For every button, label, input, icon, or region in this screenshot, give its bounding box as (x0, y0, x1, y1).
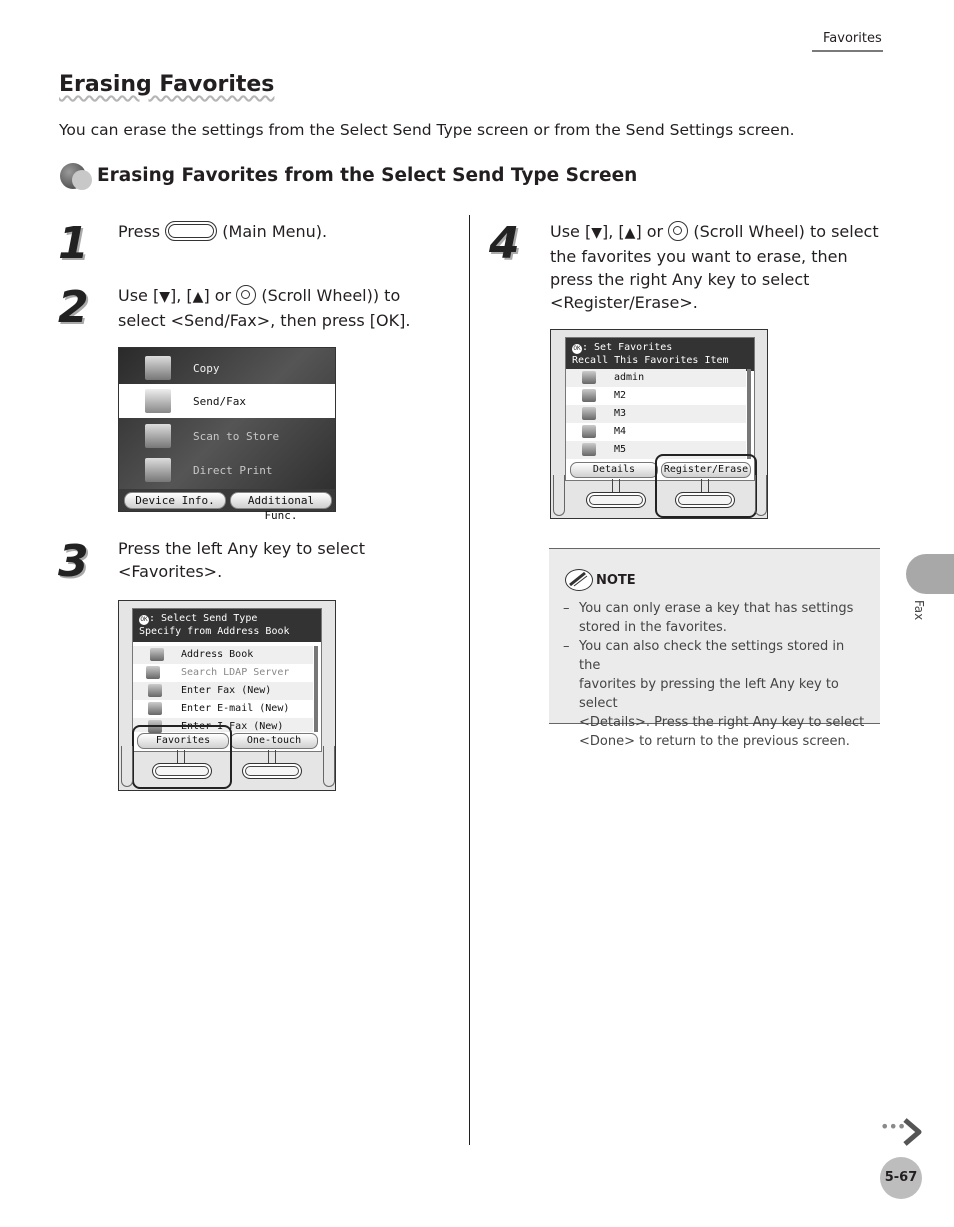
step-2-line-1: Use [▼], [▲] or (Scroll Wheel)) to (118, 286, 401, 305)
set-favorites-header: OK: Set Favorites Recall This Favorites Item (566, 338, 754, 371)
scrollbar (314, 646, 318, 732)
chapter-tab (906, 554, 954, 594)
usb-memory-icon (145, 458, 171, 482)
set-favorites-screenshot (550, 329, 768, 519)
one-touch-softkey: One-touch (230, 733, 318, 749)
step-number-3: 3 (58, 536, 89, 587)
favorite-key-icon (582, 443, 596, 456)
set-favorites-subheader: Recall This Favorites Item (572, 355, 729, 366)
menu-item-direct-print: Direct Print (119, 453, 335, 487)
favorite-row-m3: M3 (566, 405, 746, 423)
menu-item-scan-to-store: Scan to Store (119, 419, 335, 453)
favorite-row-m5: M5 (566, 441, 746, 459)
page-title: Erasing Favorites (59, 72, 275, 97)
row-enter-fax: Enter Fax (New) (133, 682, 313, 700)
step-4-line-3: press the right Any key to select (550, 270, 810, 289)
section-bullet-icon-shadow (72, 170, 92, 190)
step-4-line-1: Use [▼], [▲] or (Scroll Wheel) to select (550, 222, 879, 241)
favorite-key-icon (582, 371, 596, 384)
scanner-icon (145, 424, 171, 448)
down-arrow-icon: ▼ (591, 225, 602, 241)
page-number: 5-67 (880, 1157, 922, 1199)
step-1-post: (Main Menu). (222, 222, 328, 241)
step-2-line-2: select <Send/Fax>, then press [OK]. (118, 311, 411, 330)
favorites-highlight (132, 725, 232, 789)
step-4-line-4: <Register/Erase>. (550, 293, 698, 312)
favorite-key-icon (582, 407, 596, 420)
favorite-row-m2: M2 (566, 387, 746, 405)
right-any-key-stem (268, 750, 276, 764)
menu-item-copy: Copy (119, 351, 335, 385)
favorites-softkey: Favorites (137, 733, 229, 749)
row-search-ldap: Search LDAP Server (133, 664, 313, 682)
note-box: NOTE – You can only erase a key that has settings stored in the favorites. – You can also check the settings stored in the favorites by pressing the left Any key to select <Details>. Press the right Any key to select <Done> to return to the previous screen. (549, 548, 880, 724)
step-3-line-1: Press the left Any key to select (118, 539, 365, 558)
scroll-wheel-icon (236, 285, 256, 305)
panel-edge-left (553, 475, 565, 516)
ok-badge-icon: OK (573, 345, 581, 352)
step-number-2: 2 (58, 282, 89, 333)
column-divider (469, 215, 470, 1145)
step-1-text (118, 220, 327, 243)
step-1-pre: Press (118, 222, 161, 241)
address-book-icon (150, 648, 164, 661)
scrollbar (747, 369, 751, 459)
section-heading: Erasing Favorites from the Select Send Type Screen (97, 165, 638, 186)
main-menu-screenshot (118, 347, 336, 522)
down-arrow-icon: ▼ (159, 289, 170, 305)
step-4-line-2: the favorites you want to erase, then (550, 247, 848, 266)
main-menu-key-icon (165, 221, 217, 241)
select-send-type-subheader: Specify from Address Book (139, 626, 290, 637)
left-any-key-button (586, 492, 646, 508)
favorite-key-icon (582, 425, 596, 438)
register-erase-softkey: Register/Erase (661, 462, 751, 478)
row-enter-ifax: Enter I-Fax (New) (133, 718, 313, 732)
menu-item-send-fax: Send/Fax (119, 384, 335, 418)
note-dash: – (563, 601, 570, 616)
note-title: NOTE (596, 573, 636, 588)
header-rule (812, 50, 883, 52)
note-dash: – (563, 639, 570, 654)
right-any-key-button (242, 763, 302, 779)
pencil-note-icon (565, 569, 593, 591)
details-softkey: Details (570, 462, 658, 478)
panel-edge-right (755, 475, 767, 516)
left-any-key-stem (612, 479, 620, 493)
up-arrow-icon: ▲ (624, 225, 636, 241)
step-number-4: 4 (489, 218, 520, 269)
favorite-row-m4: M4 (566, 423, 746, 441)
favorite-row-admin: admin (566, 369, 746, 387)
step-3-text (118, 537, 458, 583)
additional-func-softkey: Additional Func. (230, 492, 332, 509)
main-menu-softkey-bar (119, 489, 335, 522)
send-fax-icon (145, 389, 171, 413)
intro-text: You can erase the settings from the Select Send Type screen or from the Send Settings screen. (59, 121, 795, 139)
select-send-type-header: OK: Select Send Type Specify from Address Book (133, 609, 321, 642)
favorite-key-icon (582, 389, 596, 402)
ok-badge-icon: OK (140, 616, 148, 623)
fax-icon (148, 684, 162, 697)
step-4-text (550, 220, 890, 314)
running-header: Favorites (823, 31, 882, 46)
row-enter-email: Enter E-mail (New) (133, 700, 313, 718)
step-2-text (118, 284, 458, 332)
select-send-type-screenshot (118, 600, 336, 791)
up-arrow-icon: ▲ (192, 289, 204, 305)
chapter-tab-label: Fax (912, 600, 926, 621)
panel-edge-right (323, 746, 335, 787)
device-info-softkey: Device Info. (124, 492, 226, 509)
step-3-line-2: <Favorites>. (118, 562, 223, 581)
register-erase-highlight (655, 454, 757, 518)
panel-edge-left (121, 746, 133, 787)
step-number-1: 1 (58, 218, 89, 269)
copy-icon (145, 356, 171, 380)
email-icon (148, 702, 162, 715)
next-page-dots: ••• (880, 1117, 906, 1136)
scroll-wheel-icon (668, 221, 688, 241)
ldap-server-icon (146, 666, 160, 679)
next-page-arrow-icon (901, 1117, 925, 1151)
row-address-book: Address Book (133, 646, 313, 664)
